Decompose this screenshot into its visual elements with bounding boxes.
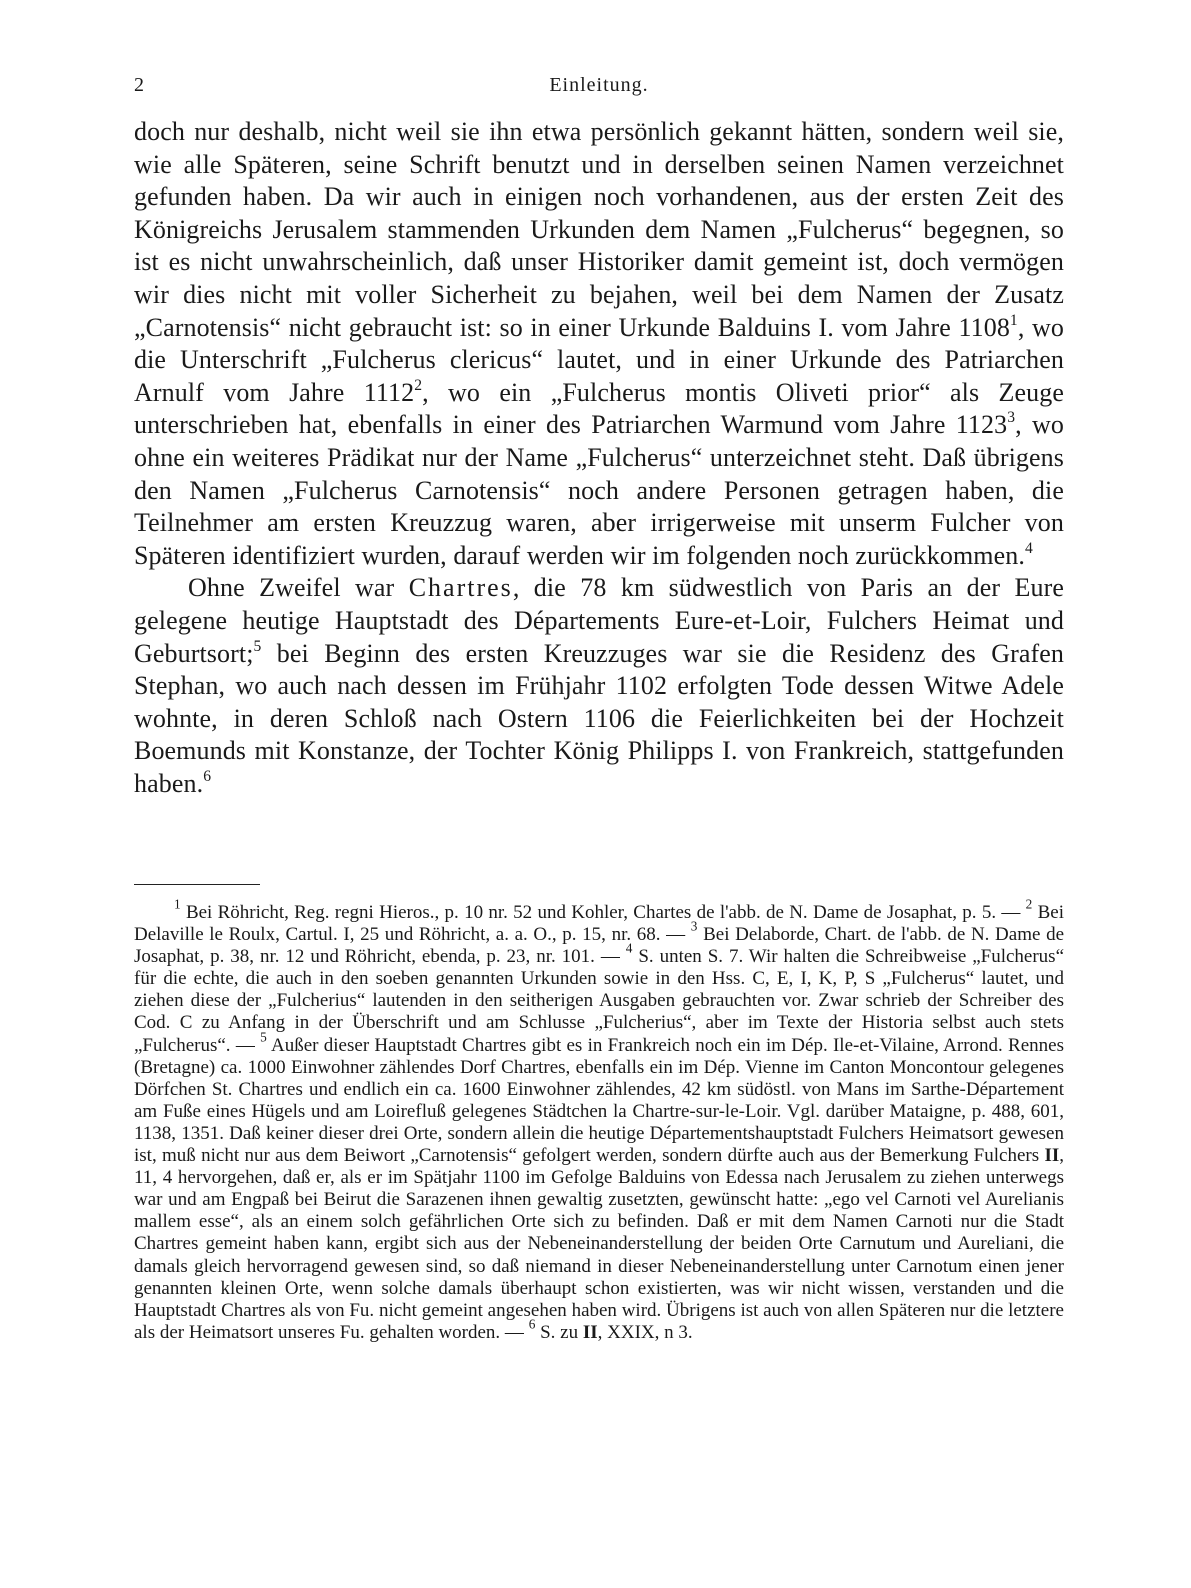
main-text [134,116,1064,800]
footnote-block [134,896,1065,1344]
footnote-6-text-b: , XXIX, n 3. [597,1321,693,1343]
paragraph-1-text-c: , wo ein „Fulcherus montis Oliveti prior“ als Zeuge unterschrieben hat, ebenfalls in einer des Patriarchen Warmund vom Jahre 1123 [134,377,1064,440]
footnote-marker-1: 1 [174,896,181,912]
footnote-1-text: Bei Röhricht, Reg. regni Hieros., p. 10 nr. 52 und Kohler, Chartes de l'abb. de N. Dame de Josaphat, p. 5. — [180,902,1026,923]
footnote-ref-2: 2 [414,376,423,394]
place-name-chartres: Chartres [408,573,513,603]
footnote-ref-5: 5 [253,637,262,655]
paragraph-1-text-a: doch nur deshalb, nicht weil sie ihn etwa persönlich gekannt hätten, sondern weil sie, wie alle Späteren, seine Schrift benutzt und in derselben seinen Namen verzeichnet gefunden haben. Da wir auch in einigen noch vorhandenen, aus der ersten Zeit des Königreichs Jerusalem stammenden Urkunden dem Namen „Fulcherus“ begegnen, so ist es nicht unwahrscheinlich, daß unser Historiker damit gemeint ist, doch vermögen wir dies nicht mit voller Sicherheit zu bejahen, weil bei dem Namen der Zusatz „Carnotensis“ nicht gebraucht ist: so in einer Urkunde Balduins I. vom Jahre 1108 [134,117,1064,342]
footnote-3-text: Bei Delaborde, Chart. de l'abb. de N. Dame de Josaphat, p. 38, nr. 12 und Röhricht, ebenda, p. 23, nr. 101. — [134,924,1064,968]
footnote-marker-3: 3 [690,918,698,934]
paragraph-2-text-c: bei Beginn des ersten Kreuzzuges war sie die Residenz des Grafen Stephan, wo auch nach dessen im Frühjahr 1102 erfolgten Tode dessen Witwe Adele wohnte, in deren Schloß nach Ostern 1106 die Feierlichkeiten bei der Hochzeit Boemunds mit Konstanze, der Tochter König Philipps I. von Frankreich, stattgefunden haben. [134,638,1064,798]
footnote-separator [134,884,260,885]
footnote-2-text: Bei Delaville le Roulx, Cartul. I, 25 und Röhricht, a. a. O., p. 15, nr. 68. — [134,902,1064,946]
paragraph-2-text-a: Ohne Zweifel war [188,573,409,603]
footnote-ref-6: 6 [203,767,212,785]
paragraph-2-text-b: , die 78 km südwestlich von Paris an der Eure gelegene heutige Hauptstadt des Départements Eure-et-Loir, Fulchers Heimat und Geburtsort; [134,573,1064,668]
footnote-ref-1: 1 [1009,311,1018,329]
page-header [134,74,1064,104]
paragraph-1-text-d: , wo ohne ein weiteres Prädikat nur der Name „Fulcherus“ unterzeichnet steht. Daß übrigens den Namen „Fulcherus Carnotensis“ noch andere Personen getragen haben, die Teilnehmer am ersten Kreuzzug waren, aber irrigerweise mit unserm Fulcher von Späteren identifiziert wurden, darauf werden wir im folgenden noch zurückkommen. [134,410,1064,570]
page-number: 2 [134,74,145,96]
footnote-4-text: S. unten S. 7. Wir halten die Schreibweise „Fulcherus“ für die echte, die auch in den soeben genannten Urkunden sowie in den Hss. C, E, I, K, P, S „Fulcherus“ lautet, und ziehen diese der „Fulcherius“ lautenden in den seitherigen Ausgaben gebrauchten vor. Zwar schrieb der Schreiber des Cod. C zu Anfang in der Überschrift und am Schlusse „Fulcherius“, aber im Texte der Historia selbst auch stets „Fulcherus“. — [134,946,1065,1056]
footnote-5-text-b: , 11, 4 hervorgehen, daß er, als er im Spätjahr 1100 im Gefolge Balduins von Edessa nach Jerusalem zu ziehen unterwegs war und am Engpaß bei Beirut die Sarazenen ihnen gewaltig zusetzten, gewünscht hatte: „ego vel Carnoti vel Aurelianis mallem esse“, als an einem solch gefährlichen Orte sich zu befinden. Daß er mit dem Namen Carnoti nur die Stadt Chartres gemeint haben kann, ergibt sich aus der Nebeneinanderstellung der beiden Orte Carnutum und Aureliani, die damals gleich hervorragend gewesen sind, so daß niemand in dieser Nebeneinanderstellung unter Carnotum einen jener genannten kleinen Orte, wenn solche damals überhaupt schon existierten, was wir nicht wissen, verstanden und die Hauptstadt Chartres als von Fu. nicht gemeint angesehen haben wird. Übrigens ist auch von allen Späteren nur die letztere als der Heimatsort unseres Fu. gehalten worden. — [134,1145,1064,1343]
paragraph-1-text-b: , wo die Unterschrift „Fulcherus clericus“ lautet, und in einer Urkunde des Patriarchen Arnulf vom Jahre 1112 [134,312,1064,407]
footnote-6-text-a: S. zu [535,1321,583,1343]
footnote-marker-5: 5 [260,1029,267,1045]
footnote-marker-4: 4 [625,940,633,956]
footnote-marker-6: 6 [528,1316,536,1332]
footnote-ref-4: 4 [1024,539,1033,557]
paragraph-2 [134,572,1064,800]
footnote-marker-2: 2 [1025,896,1033,912]
footnotes [134,896,1065,1344]
footnote-6-book-ref: II [582,1321,598,1343]
running-head: Einleitung. [549,74,649,96]
footnote-5-text-a: Außer dieser Hauptstadt Chartres gibt es in Frankreich noch ein im Dép. Ile-et-Vilaine, Arrond. Rennes (Bretagne) ca. 1000 Einwohner zählendes Dorf Chartres, ebenfalls ein im Dép. Vienne im Canton Moncontour gelegenes Dörfchen St. Chartres und endlich ein ca. 1600 Einwohner zählendes, 42 km südöstl. von Mans im Sarthe-Département am Fuße eines Hügels und am Loirefluß gelegenes Städtchen la Chartre-sur-le-Loir. Vgl. darüber Mataigne, p. 488, 601, 1138, 1351. Daß keiner dieser drei Orte, sondern allein die heutige Départementshauptstadt Fulchers Heimatsort gewesen ist, muß nicht nur aus dem Beiwort „Carnotensis“ gefolgert werden, sondern dürfte auch aus der Bemerkung Fulchers [134,1034,1064,1167]
footnote-ref-3: 3 [1007,409,1016,427]
paragraph-1 [134,116,1064,572]
footnote-5-book-ref: II [1044,1145,1060,1167]
